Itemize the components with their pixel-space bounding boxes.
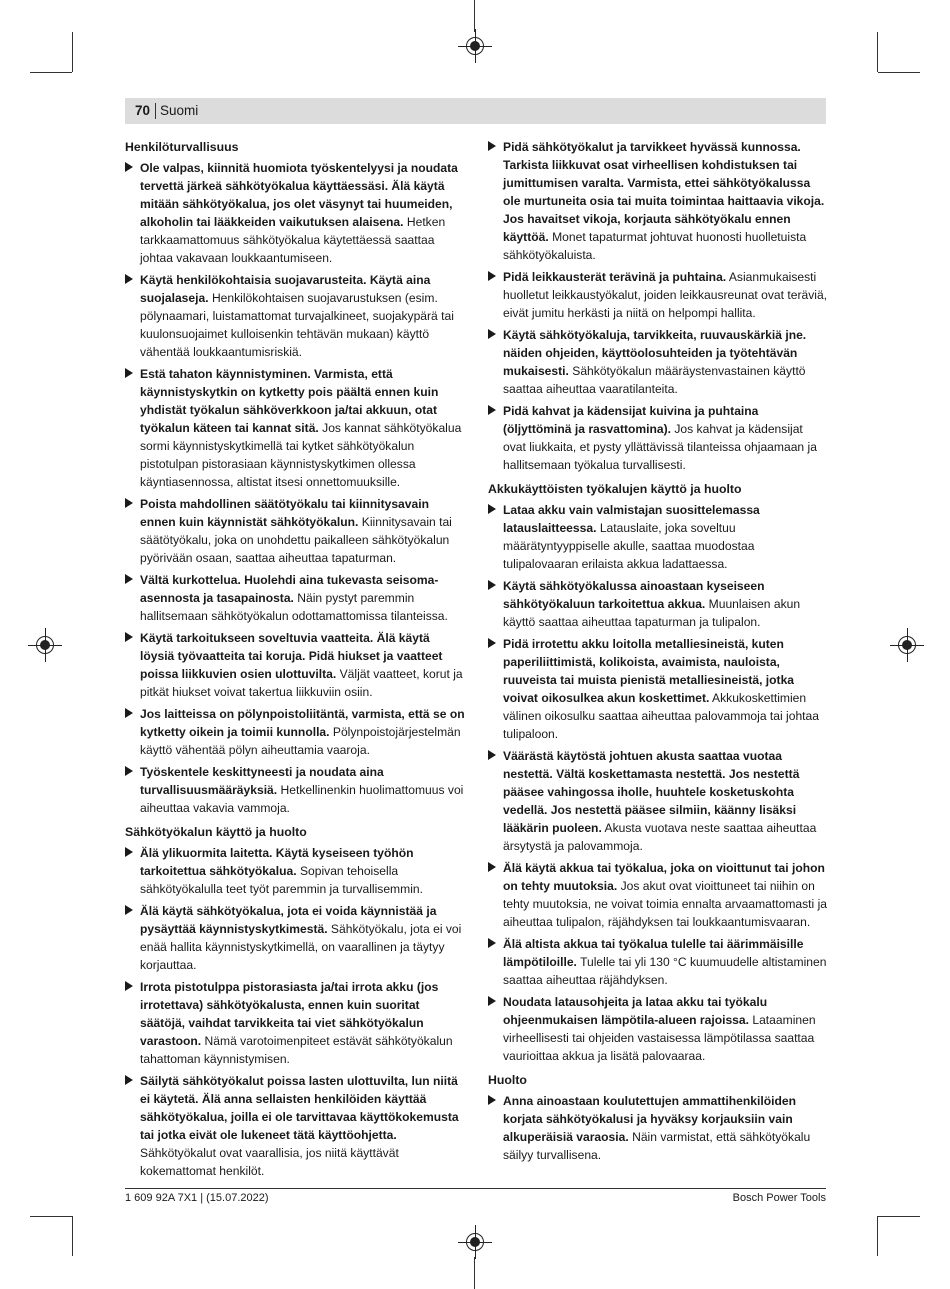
list-item: Käytä sähkötyökalussa ainoastaan kyseiseen sähkötyökaluun tarkoitettua akkua. Muunlaisen akun käyttö saattaa aiheuttaa tapaturman ja tulipalon. <box>488 577 828 631</box>
list-item: Ole valpas, kiinnitä huomiota työskentelyysi ja noudata tervettä järkeä sähkötyökalua käyttäessäsi. Älä käytä mitään sähkötyökalua, jos olet väsynyt tai huumeiden, alkoholin tai lääkkeiden vaikutuksen alaisena. Hetken tarkkaamattomuus sähkötyökalua käytettäessä saattaa johtaa vakavaan loukkaantumiseen. <box>125 159 465 267</box>
registration-mark-icon <box>466 1233 484 1251</box>
bullet-triangle-icon <box>125 1075 133 1085</box>
list-item: Jos laitteissa on pölynpoistoliitäntä, varmista, että se on kytketty oikein ja toimii kunnolla. Pölynpoistojärjestelmän käyttö vähentää pölyn aiheuttamia vaaroja. <box>125 705 465 759</box>
right-column <box>488 138 828 1168</box>
bullet-triangle-icon <box>125 981 133 991</box>
safety-list <box>125 159 465 817</box>
bullet-triangle-icon <box>488 141 496 151</box>
bullet-triangle-icon <box>488 638 496 648</box>
footer-rule <box>125 1188 826 1189</box>
crop-mark <box>30 72 72 73</box>
list-item: Vältä kurkottelua. Huolehdi aina tukevasta seisoma-asennosta ja tasapainosta. Näin pystyt paremmin hallitsemaan sähkötyökalun odottamattomissa tilanteissa. <box>125 571 465 625</box>
list-item: Irrota pistotulppa pistorasiasta ja/tai irrota akku (jos irrotettava) sähkötyökalusta, ennen kuin suoritat säätöjä, vaihdat tarvikkeita tai viet sähkötyökalun varastoon. Nämä varotoimenpiteet estävät sähkötyökalun tahattoman käynnistymisen. <box>125 978 465 1068</box>
bullet-triangle-icon <box>125 498 133 508</box>
language-label: Suomi <box>160 103 199 118</box>
bullet-triangle-icon <box>488 1095 496 1105</box>
registration-mark-icon <box>36 636 54 654</box>
safety-list <box>125 844 465 1180</box>
left-column <box>125 138 465 1184</box>
list-item: Älä ylikuormita laitetta. Käytä kyseiseen työhön tarkoitettua sähkötyökalua. Sopivan tehoisella sähkötyökalulla teet työt paremmin ja turvallisemmin. <box>125 844 465 898</box>
bullet-triangle-icon <box>125 162 133 172</box>
bullet-triangle-icon <box>125 847 133 857</box>
crop-mark <box>30 1216 72 1217</box>
bullet-triangle-icon <box>488 580 496 590</box>
bullet-triangle-icon <box>125 905 133 915</box>
bullet-triangle-icon <box>125 632 133 642</box>
list-item: Säilytä sähkötyökalut poissa lasten ulottuvilta, lun niitä ei käytetä. Älä anna sellaisten henkilöiden käyttää sähkötyökalua, joilla ei ole tarvittavaa käyttökokemusta tai jotka eivät ole lukeneet tätä käyttöohjetta. Sähkötyökalut ovat vaarallisia, jos niitä käyttävät kokemattomat henkilöt. <box>125 1072 465 1180</box>
list-item: Pidä irrotettu akku loitolla metalliesineistä, kuten paperiliittimistä, kolikoista, avaimista, nauloista, ruuveista tai muista pienistä metalliesineistä, jotka voivat oikosulkea akun koskettimet. Akkukoskettimien välinen oikosulku saattaa aiheuttaa palovammoja tai johtaa tulipaloon. <box>488 635 828 743</box>
bullet-triangle-icon <box>488 271 496 281</box>
bullet-triangle-icon <box>125 574 133 584</box>
list-item: Pidä kahvat ja kädensijat kuivina ja puhtaina (öljyttöminä ja rasvattomina). Jos kahvat ja kädensijat ovat liukkaita, et pysty yllättävissä tilanteissa ohjaamaan ja hallitsemaan työkalua turvallisesti. <box>488 402 828 474</box>
bullet-triangle-icon <box>125 274 133 284</box>
list-item: Käytä henkilökohtaisia suojavarusteita. Käytä aina suojalaseja. Henkilökohtaisen suojavarustuksen (esim. pölynaamari, luistamattomat turvajalkineet, suojakypärä tai kuulonsuojaimet kulloisenkin tehtävän mukaan) käyttö vähentää loukkaantumisriskiä. <box>125 271 465 361</box>
safety-list <box>488 138 828 474</box>
list-item: Älä käytä sähkötyökalua, jota ei voida käynnistää ja pysäyttää käynnistyskytkimestä. Sähkötyökalu, jota ei voi enää hallita käynnistyskytkimellä, on vaarallinen ja täytyy korjauttaa. <box>125 902 465 974</box>
bullet-triangle-icon <box>125 368 133 378</box>
bullet-triangle-icon <box>125 766 133 776</box>
crop-mark <box>474 0 475 32</box>
crop-mark <box>878 1216 920 1217</box>
crop-mark <box>72 32 73 72</box>
bullet-triangle-icon <box>488 329 496 339</box>
registration-mark-icon <box>466 37 484 55</box>
bullet-triangle-icon <box>488 405 496 415</box>
bullet-triangle-icon <box>488 862 496 872</box>
list-item: Älä altista akkua tai työkalua tulelle tai äärimmäisille lämpötiloille. Tulelle tai yli 130 °C kuumuudelle altistaminen saattaa aiheuttaa räjähdyksen. <box>488 935 828 989</box>
safety-list <box>488 1092 828 1164</box>
list-item: Älä käytä akkua tai työkalua, joka on vioittunut tai johon on tehty muutoksia. Jos akut ovat vioittuneet tai niihin on tehty muutoksia, ne voivat toimia ennalta arvaamattomasti ja aiheuttaa tulipalon, räjähdyksen tai loukkaantumisvaaran. <box>488 859 828 931</box>
divider <box>155 103 156 119</box>
list-item: Käytä sähkötyökaluja, tarvikkeita, ruuvauskärkiä jne. näiden ohjeiden, käyttöolosuhteiden ja työtehtävän mukaisesti. Sähkötyökalun määräystenvastainen käyttö saattaa aiheuttaa vaaratilanteita. <box>488 326 828 398</box>
list-item: Anna ainoastaan koulutettujen ammattihenkilöiden korjata sähkötyökalusi ja hyväksy korjauksiin vain alkuperäisiä varaosia. Näin varmistat, että sähkötyökalu säilyy turvallisena. <box>488 1092 828 1164</box>
page-number: 70 <box>135 103 151 118</box>
section-heading: Henkilöturvallisuus <box>125 140 239 154</box>
bullet-triangle-icon <box>488 996 496 1006</box>
crop-mark <box>877 32 878 72</box>
list-item: Väärästä käytöstä johtuen akusta saattaa vuotaa nestettä. Vältä koskettamasta nestettä. Jos nestettä pääsee vahingossa iholle, huuhtele kosketuskohta vedellä. Jos nestettä pääsee silmiin, käänny lisäksi lääkärin puoleen. Akusta vuotava neste saattaa aiheuttaa ärsytystä ja palovammoja. <box>488 747 828 855</box>
list-item: Estä tahaton käynnistyminen. Varmista, että käynnistyskytkin on kytketty pois päältä ennen kuin yhdistät työkalun sähköverkkoon ja/tai akkuun, otat työkalun käteen tai kannat sitä. Jos kannat sähkötyökalua sormi käynnistyskytkimellä tai kytket sähkötyökalun pistotulpan pistorasiaan käynnistyskytkimen ollessa käyntiasennossa, altistat itsesi onnettomuuksille. <box>125 365 465 491</box>
list-item: Työskentele keskittyneesti ja noudata aina turvallisuusmääräyksiä. Hetkellinenkin huolimattomuus voi aiheuttaa vakavia vammoja. <box>125 763 465 817</box>
list-item: Käytä tarkoitukseen soveltuvia vaatteita. Älä käytä löysiä työvaatteita tai koruja. Pidä hiukset ja vaatteet poissa liikkuvien osien ulottuvilta. Väljät vaatteet, korut ja pitkät hiukset voivat takertua liikkuviin osiin. <box>125 629 465 701</box>
brand-label: Bosch Power Tools <box>732 1192 826 1204</box>
crop-mark <box>72 1216 73 1256</box>
crop-mark <box>474 1257 475 1289</box>
section-heading: Akkukäyttöisten työkalujen käyttö ja huolto <box>488 482 742 496</box>
page-header <box>125 98 826 124</box>
crop-mark <box>877 1216 878 1256</box>
safety-list <box>488 501 828 1065</box>
bullet-triangle-icon <box>488 504 496 514</box>
crop-mark <box>878 72 920 73</box>
list-item: Pidä sähkötyökalut ja tarvikkeet hyvässä kunnossa. Tarkista liikkuvat osat virheellisen kohdistuksen tai jumittumisen varalta. Varmista, ettei sähkötyökalussa ole murtuneita osia tai muita toimintaa haittaavia vikoja. Jos havaitset vikoja, korjauta sähkötyökalu ennen käyttöä. Monet tapaturmat johtuvat huonosti huolletuista sähkötyökaluista. <box>488 138 828 264</box>
section-heading: Huolto <box>488 1073 527 1087</box>
registration-mark-icon <box>898 636 916 654</box>
list-item: Noudata latausohjeita ja lataa akku tai työkalu ohjeenmukaisen lämpötila-alueen rajoissa. Lataaminen virheellisesti tai ohjeiden vastaisessa lämpötilassa saattaa vaurioittaa akkua ja lisätä palovaaraa. <box>488 993 828 1065</box>
bullet-triangle-icon <box>125 708 133 718</box>
list-item: Lataa akku vain valmistajan suosittelemassa latauslaitteessa. Latauslaite, joka soveltuu määrätyntyyppiselle akulle, saattaa muodostaa tulipalovaaran erilaista akkua ladattaessa. <box>488 501 828 573</box>
list-item: Pidä leikkausterät terävinä ja puhtaina. Asianmukaisesti huolletut leikkaustyökalut, joiden leikkausreunat ovat teräviä, eivät jumitu herkästi ja niitä on helpompi hallita. <box>488 268 828 322</box>
bullet-triangle-icon <box>488 750 496 760</box>
bullet-triangle-icon <box>488 938 496 948</box>
list-item: Poista mahdollinen säätötyökalu tai kiinnitysavain ennen kuin käynnistät sähkötyökalun. Kiinnitysavain tai säätötyökalu, joka on unohdettu paikalleen sähkötyökalun pyörivään osaan, saattaa aiheuttaa tapaturman. <box>125 495 465 567</box>
document-id: 1 609 92A 7X1 | (15.07.2022) <box>125 1192 269 1204</box>
section-heading: Sähkötyökalun käyttö ja huolto <box>125 825 307 839</box>
